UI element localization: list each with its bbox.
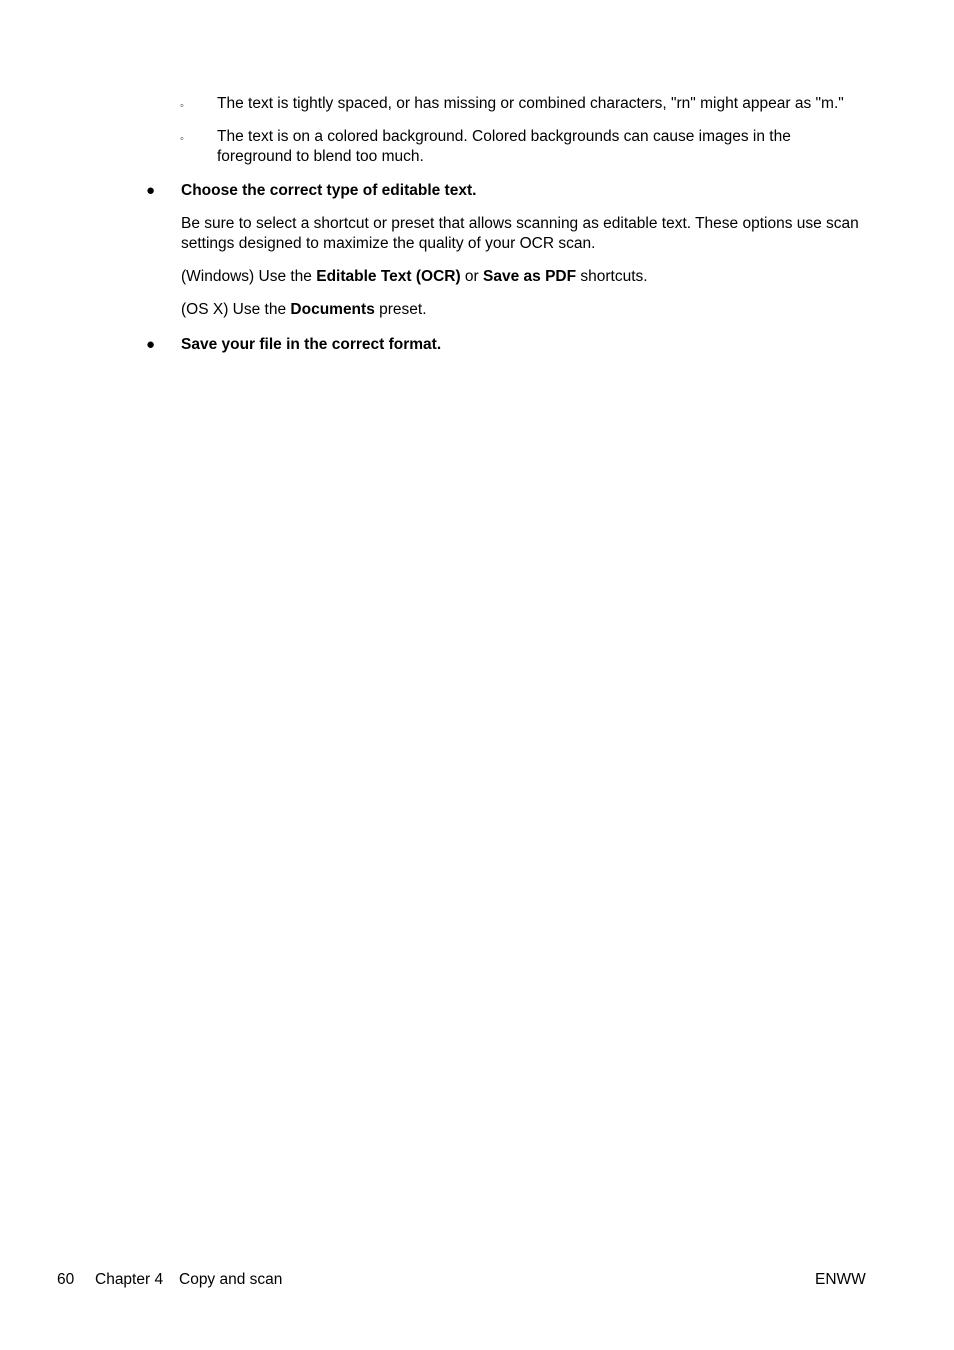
osx-prefix: (OS X) Use the [181,301,291,318]
bullet-marker: ● [146,182,156,199]
chapter-label: Chapter 4 [95,1271,164,1288]
windows-suffix: shortcuts. [576,268,648,285]
footer-locale: ENWW [815,1271,866,1288]
sub-item-text: The text is tightly spaced, or has missing or combined characters, "rn" might appear as "m." [217,95,844,112]
bullet-heading: Save your file in the correct format. [181,336,442,353]
chapter-title: Copy and scan [179,1271,283,1288]
sub-bullet-marker: ◦ [180,133,184,145]
intro-paragraph: Be sure to select a shortcut or preset that allows scanning as editable text. These options use scan settings designed to maximize the quality of your OCR scan. [181,215,859,252]
windows-mid: or [460,268,484,285]
bullet-marker: ● [146,336,156,353]
osx-instruction [181,300,427,320]
sub-item-text: The text is on a colored background. Colored backgrounds can cause images in the foreground to blend too much. [217,128,791,165]
windows-prefix: (Windows) Use the [181,268,317,285]
page-number: 60 [57,1271,75,1288]
sub-bullet-marker: ◦ [180,100,184,112]
bullet-heading: Choose the correct type of editable text. [181,182,477,199]
osx-suffix: preset. [374,301,427,318]
save-as-pdf-option: Save as PDF [483,268,577,285]
windows-instruction [181,267,648,287]
editable-text-ocr-option: Editable Text (OCR) [316,268,461,285]
documents-option: Documents [290,301,375,318]
